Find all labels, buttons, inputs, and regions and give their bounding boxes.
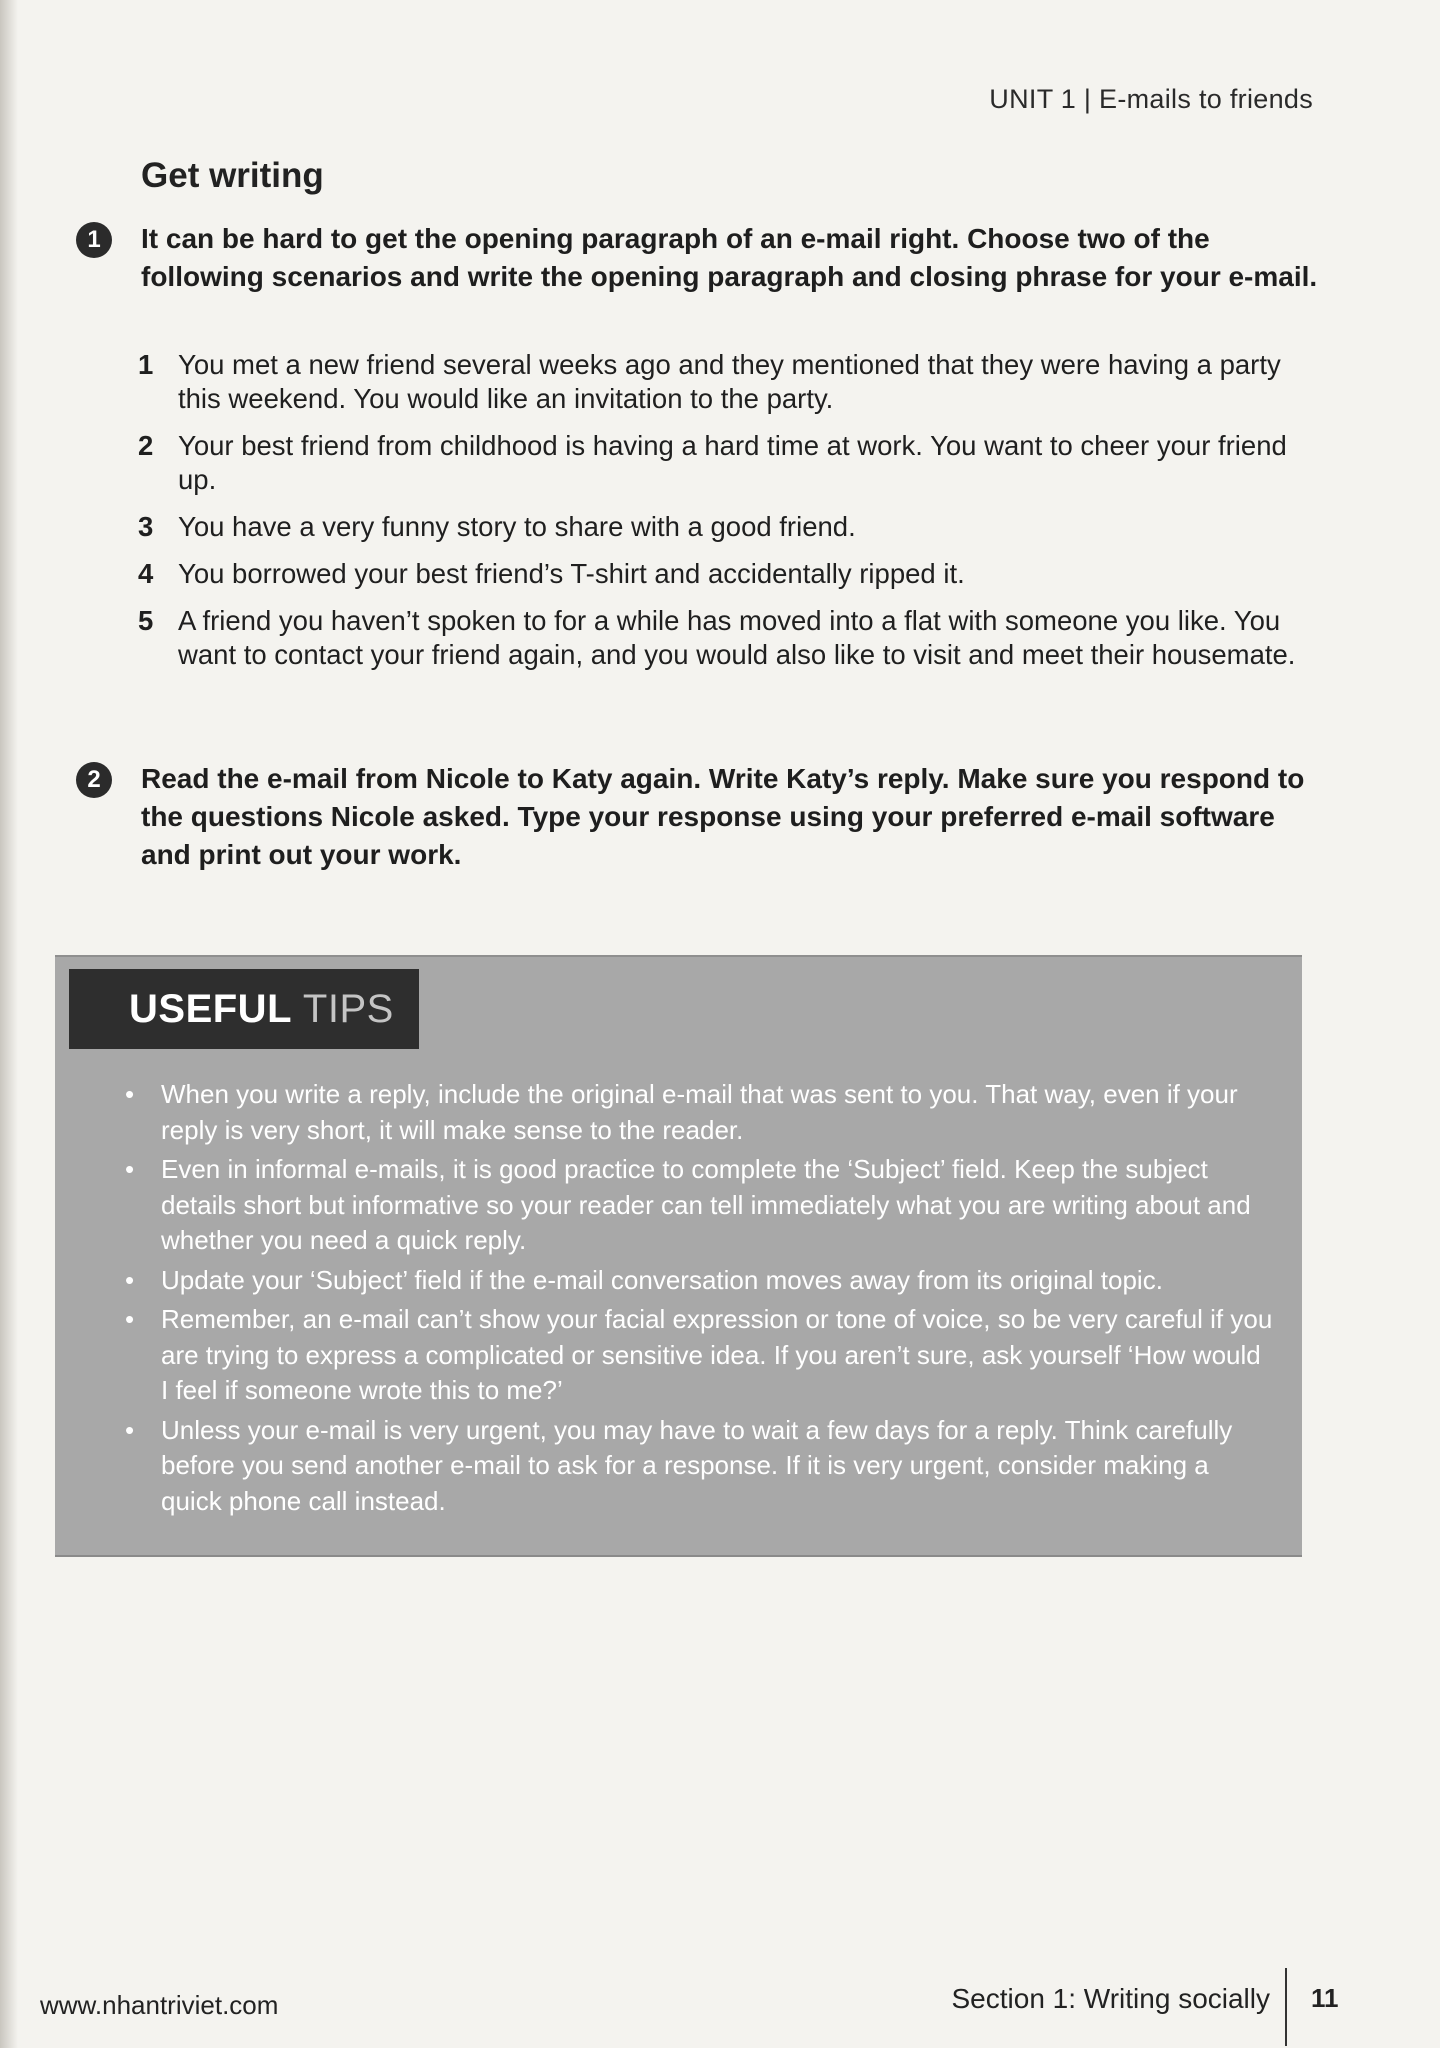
tips-list	[125, 1077, 1275, 1523]
exercise-prompt: Read the e-mail from Nicole to Katy again. Write Katy’s reply. Make sure you respond to the questions Nicole asked. Type your response using your preferred e-mail software and print out your work.	[141, 763, 1305, 870]
item-text: A friend you haven’t spoken to for a while has moved into a flat with someone you like. You want to contact your friend again, and you would also like to visit and meet their housemate.	[178, 605, 1296, 670]
tips-title-bold: USEFUL	[129, 987, 292, 1031]
section-title: Get writing	[141, 156, 324, 195]
item-text: Your best friend from childhood is having a hard time at work. You want to cheer your friend up.	[178, 430, 1287, 495]
page-edge-shadow	[0, 0, 18, 2048]
tips-title-light: TIPS	[302, 987, 394, 1031]
list-item	[134, 348, 1314, 416]
exercise-number-badge: 2	[76, 762, 112, 798]
tip-item	[125, 1152, 1275, 1259]
tip-item	[125, 1413, 1275, 1520]
item-text: You have a very funny story to share with a good friend.	[178, 511, 856, 542]
footer-divider	[1285, 1968, 1287, 2046]
exercise-1	[76, 220, 1318, 296]
exercise-number-badge: 1	[76, 222, 112, 258]
tip-item	[125, 1077, 1275, 1148]
bullet-icon: •	[125, 1154, 135, 1184]
exercise-2	[76, 760, 1306, 874]
tip-text: Unless your e-mail is very urgent, you may have to wait a few days for a reply. Think carefully before you send another e-mail to ask for a response. If it is very urgent, consider making a quick phone call instead.	[161, 1414, 1233, 1516]
bullet-icon: •	[125, 1304, 135, 1334]
scenario-list	[134, 348, 1314, 685]
bullet-icon: •	[125, 1414, 135, 1445]
page-number: 11	[1311, 1983, 1339, 2013]
item-number: 5	[138, 605, 154, 636]
running-header: UNIT 1 | E-mails to friends	[989, 84, 1313, 114]
item-number: 3	[138, 511, 154, 542]
tip-item	[125, 1263, 1275, 1299]
bullet-icon: •	[125, 1079, 135, 1109]
footer-section-label: Section 1: Writing socially	[951, 1983, 1270, 2014]
list-item	[134, 557, 1314, 591]
footer-website: www.nhantriviet.com	[40, 1990, 279, 2020]
tip-text: When you write a reply, include the original e-mail that was sent to you. That way, even if your reply is very short, it will make sense to the reader.	[161, 1079, 1238, 1145]
list-item	[134, 510, 1314, 544]
tip-text: Even in informal e-mails, it is good practice to complete the ‘Subject’ field. Keep the subject details short but informative so your reader can tell immediately what you are writing about and whether you need a quick reply.	[161, 1154, 1251, 1255]
list-item	[134, 429, 1314, 497]
bullet-icon: •	[125, 1264, 135, 1295]
tip-text: Update your ‘Subject’ field if the e-mail conversation moves away from its original topic.	[161, 1264, 1163, 1295]
tip-text: Remember, an e-mail can’t show your facial expression or tone of voice, so be very careful if you are trying to express a complicated or sensitive idea. If you aren’t sure, ask yourself ‘How would I feel if someone wrote this to me?’	[161, 1304, 1273, 1405]
item-number: 4	[138, 558, 154, 589]
tip-item	[125, 1302, 1275, 1409]
useful-tips-box	[55, 955, 1302, 1557]
exercise-prompt: It can be hard to get the opening paragraph of an e-mail right. Choose two of the following scenarios and write the opening paragraph and closing phrase for your e-mail.	[141, 223, 1318, 292]
item-number: 1	[138, 349, 154, 380]
useful-tips-title	[69, 969, 419, 1049]
item-number: 2	[138, 430, 154, 461]
item-text: You met a new friend several weeks ago and they mentioned that they were having a party this weekend. You would like an invitation to the party.	[178, 349, 1281, 414]
item-text: You borrowed your best friend’s T-shirt and accidentally ripped it.	[178, 558, 965, 589]
list-item	[134, 604, 1314, 672]
